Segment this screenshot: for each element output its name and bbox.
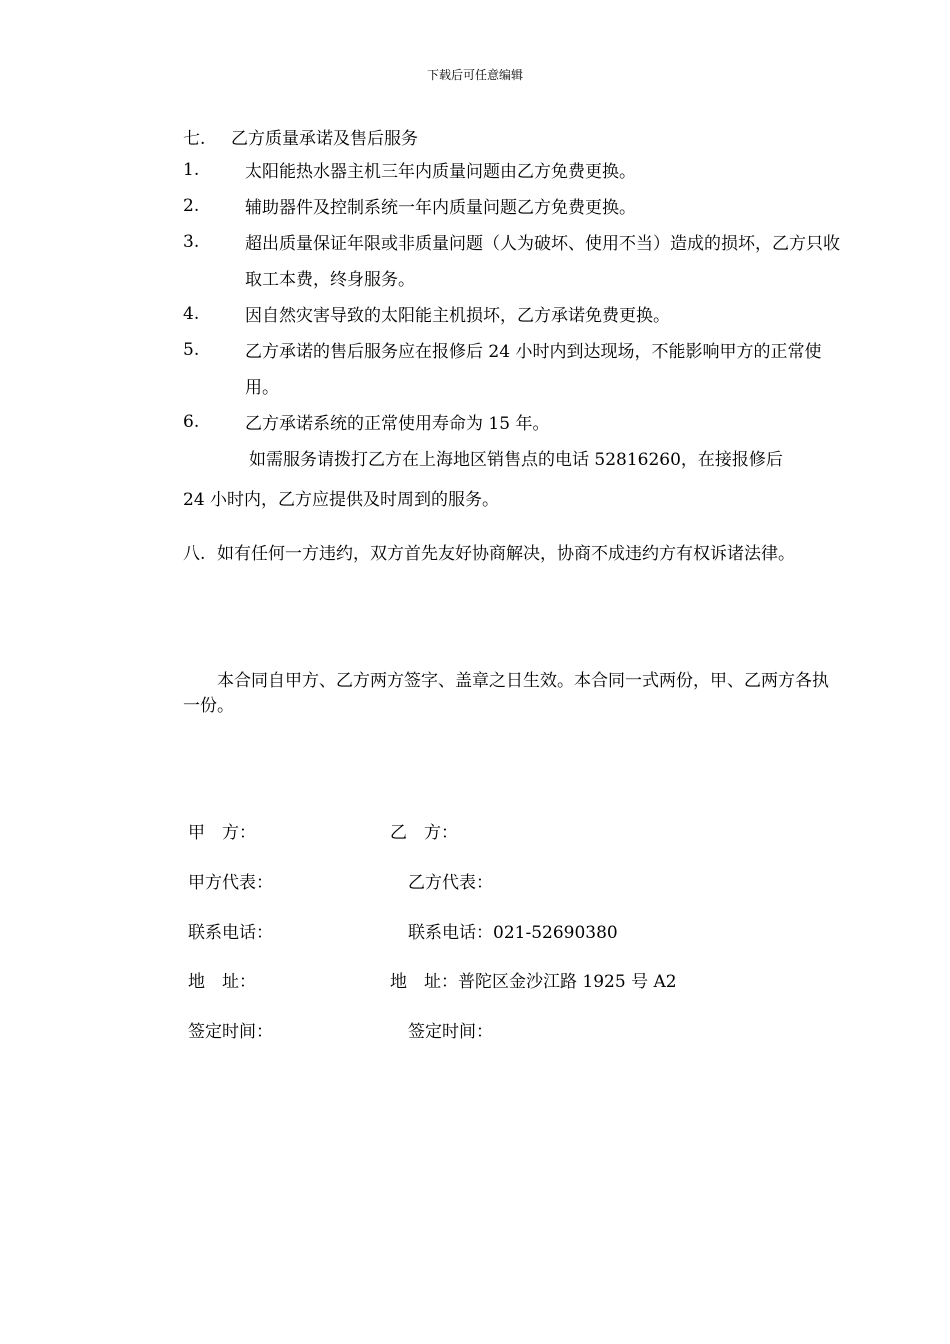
effective-clause: 本合同自甲方、乙方两方签字、盖章之日生效。本合同一式两份，甲、乙两方各执一份。 bbox=[183, 671, 829, 716]
party-a-phone: 联系电话： bbox=[188, 923, 273, 943]
section-8 bbox=[183, 542, 838, 567]
section-7-title bbox=[183, 124, 418, 149]
party-b-phone: 联系电话：021-52690380 bbox=[408, 923, 618, 943]
party-b-label: 乙 方： bbox=[390, 823, 458, 843]
section-8-text: 如有任何一方违约，双方首先友好协商解决，协商不成违约方有权诉诸法律。 bbox=[217, 544, 795, 564]
party-b-date: 签定时间： bbox=[408, 1022, 493, 1042]
item-text: 因自然灾害导致的太阳能主机损坏，乙方承诺免费更换。 bbox=[245, 306, 670, 326]
section-number: 七. bbox=[183, 129, 206, 149]
service-line: 如需服务请拨打乙方在上海地区销售点的电话 52816260，在接报修后 bbox=[249, 450, 783, 470]
section-title-text: 乙方质量承诺及售后服务 bbox=[231, 129, 418, 149]
section-number: 八. bbox=[183, 544, 206, 564]
item-number: 6. bbox=[183, 412, 200, 432]
party-b-rep: 乙方代表： bbox=[408, 873, 493, 893]
service-line: 24 小时内，乙方应提供及时周到的服务。 bbox=[183, 490, 500, 510]
item-number: 5. bbox=[183, 340, 200, 360]
party-a-address: 地 址： bbox=[188, 972, 256, 992]
party-a-rep: 甲方代表： bbox=[188, 873, 273, 893]
item-number: 2. bbox=[183, 196, 200, 216]
item-text: 乙方承诺系统的正常使用寿命为 15 年。 bbox=[245, 414, 550, 434]
item-text: 乙方承诺的售后服务应在报修后 24 小时内到达现场，不能影响甲方的正常使用。 bbox=[245, 342, 822, 398]
item-number: 4. bbox=[183, 304, 200, 324]
page-header: 下载后可任意编辑 bbox=[426, 68, 523, 82]
item-number: 3. bbox=[183, 232, 200, 252]
party-a-label: 甲 方： bbox=[188, 823, 256, 843]
item-number: 1. bbox=[183, 160, 200, 180]
item-text: 辅助器件及控制系统一年内质量问题乙方免费更换。 bbox=[245, 198, 636, 218]
item-text: 太阳能热水器主机三年内质量问题由乙方免费更换。 bbox=[245, 162, 636, 182]
party-a-date: 签定时间： bbox=[188, 1022, 273, 1042]
party-b-address: 地 址：普陀区金沙江路 1925 号 A2 bbox=[390, 972, 677, 992]
item-text: 超出质量保证年限或非质量问题（人为破坏、使用不当）造成的损坏，乙方只收取工本费，终身服务。 bbox=[245, 234, 840, 290]
